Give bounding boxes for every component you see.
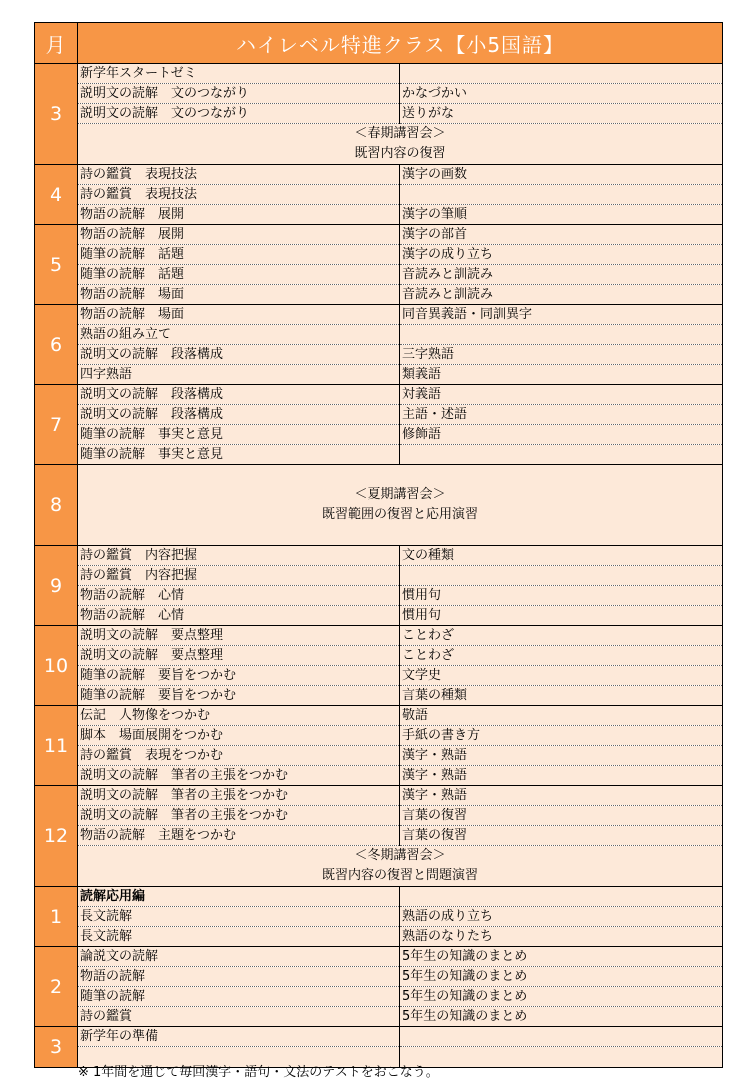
reading-topic: 伝記 人物像をつかむ <box>78 706 400 726</box>
language-topic: 5年生の知識のまとめ <box>400 1007 723 1027</box>
event-title: ＜春期講習会＞ <box>354 126 446 141</box>
table-row <box>35 907 723 927</box>
language-topic: 漢字・熟語 <box>400 786 723 806</box>
language-topic <box>400 1047 723 1068</box>
reading-topic: 新学年スタートゼミ <box>78 64 400 84</box>
language-topic: 漢字・熟語 <box>400 746 723 766</box>
table-row <box>35 205 723 225</box>
footnote: ※ 1年間を通じて毎回漢字・語句・文法のテストをおこなう。 <box>78 1065 439 1080</box>
event-description: 既習内容の復習と問題演習 <box>321 868 478 883</box>
language-topic: 音読みと訓読み <box>400 265 723 285</box>
reading-topic: 詩の鑑賞 表現をつかむ <box>78 746 400 766</box>
language-topic: 5年生の知識のまとめ <box>400 987 723 1007</box>
table-row <box>35 425 723 445</box>
reading-topic: 脚本 場面展開をつかむ <box>78 726 400 746</box>
reading-topic: 説明文の読解 段落構成 <box>78 405 400 425</box>
reading-topic: 随筆の読解 事実と意見 <box>78 425 400 445</box>
language-topic: 主語・述語 <box>400 405 723 425</box>
table-row <box>35 746 723 766</box>
table-row <box>35 626 723 646</box>
event-title: ＜夏期講習会＞ <box>354 487 446 502</box>
reading-topic: 説明文の読解 段落構成 <box>78 345 400 365</box>
reading-topic: 説明文の読解 文のつながり <box>78 84 400 104</box>
month-cell: 8 <box>35 465 78 546</box>
table-row <box>35 185 723 205</box>
table-row <box>35 305 723 325</box>
reading-topic: 物語の読解 心情 <box>78 586 400 606</box>
table-row <box>35 385 723 405</box>
language-topic: 慣用句 <box>400 606 723 626</box>
language-topic: 慣用句 <box>400 586 723 606</box>
table-row <box>35 325 723 345</box>
language-topic <box>400 445 723 465</box>
reading-topic: 説明文の読解 筆者の主張をつかむ <box>78 806 400 826</box>
table-row <box>35 165 723 185</box>
language-topic: 5年生の知識のまとめ <box>400 967 723 987</box>
reading-topic: 随筆の読解 話題 <box>78 265 400 285</box>
table-row <box>35 84 723 104</box>
reading-topic: 随筆の読解 話題 <box>78 245 400 265</box>
event-row <box>35 846 723 887</box>
event-title: ＜冬期講習会＞ <box>354 848 446 863</box>
table-row <box>35 445 723 465</box>
language-topic: かなづかい <box>400 84 723 104</box>
reading-topic: 詩の鑑賞 表現技法 <box>78 185 400 205</box>
reading-topic: 読解応用編 <box>78 887 400 907</box>
reading-topic: 物語の読解 主題をつかむ <box>78 826 400 846</box>
table-row <box>35 285 723 305</box>
month-header: 月 <box>35 23 78 64</box>
month-cell: 6 <box>35 305 78 385</box>
table-row <box>35 806 723 826</box>
language-topic: ことわざ <box>400 626 723 646</box>
table-row <box>35 104 723 124</box>
reading-topic: 詩の鑑賞 <box>78 1007 400 1027</box>
table-row <box>35 826 723 846</box>
table-row <box>35 64 723 84</box>
table-row <box>35 726 723 746</box>
table-row <box>35 606 723 626</box>
language-topic: 漢字の筆順 <box>400 205 723 225</box>
month-cell: 11 <box>35 706 78 786</box>
month-cell: 5 <box>35 225 78 305</box>
language-topic: 送りがな <box>400 104 723 124</box>
month-cell: 10 <box>35 626 78 706</box>
event-description: 既習内容の復習 <box>354 146 446 161</box>
reading-topic: 新学年の準備 <box>78 1027 400 1047</box>
table-row <box>35 1027 723 1047</box>
language-topic <box>400 1027 723 1047</box>
language-topic: 漢字の画数 <box>400 165 723 185</box>
language-topic: 言葉の復習 <box>400 826 723 846</box>
reading-topic: 説明文の読解 要点整理 <box>78 646 400 666</box>
session-event <box>78 846 723 887</box>
language-topic: 熟語のなりたち <box>400 927 723 947</box>
reading-topic: 長文読解 <box>78 927 400 947</box>
language-topic <box>400 64 723 84</box>
reading-topic: 熟語の組み立て <box>78 325 400 345</box>
reading-topic: 論説文の読解 <box>78 947 400 967</box>
month-cell: 2 <box>35 947 78 1027</box>
reading-topic: 物語の読解 展開 <box>78 225 400 245</box>
language-topic: 修飾語 <box>400 425 723 445</box>
reading-topic: 随筆の読解 <box>78 987 400 1007</box>
event-row <box>35 124 723 165</box>
reading-topic: 説明文の読解 筆者の主張をつかむ <box>78 766 400 786</box>
reading-topic: 詩の鑑賞 表現技法 <box>78 165 400 185</box>
language-topic: 三字熟語 <box>400 345 723 365</box>
reading-topic: 物語の読解 展開 <box>78 205 400 225</box>
event-description: 既習範囲の復習と応用演習 <box>321 507 478 522</box>
language-topic: 言葉の復習 <box>400 806 723 826</box>
month-cell: 3 <box>35 1027 78 1068</box>
table-row <box>35 646 723 666</box>
language-topic <box>400 887 723 907</box>
table-row <box>35 666 723 686</box>
table-row <box>35 967 723 987</box>
reading-topic: 物語の読解 場面 <box>78 305 400 325</box>
reading-topic: 随筆の読解 事実と意見 <box>78 445 400 465</box>
reading-topic: 長文読解 <box>78 907 400 927</box>
language-topic: 熟語の成り立ち <box>400 907 723 927</box>
curriculum-table <box>34 22 723 1068</box>
table-row <box>35 786 723 806</box>
table-row <box>35 405 723 425</box>
reading-topic: 随筆の読解 要旨をつかむ <box>78 686 400 706</box>
event-row <box>35 465 723 546</box>
language-topic: 同音異義語・同訓異字 <box>400 305 723 325</box>
reading-topic: 詩の鑑賞 内容把握 <box>78 546 400 566</box>
table-row <box>35 947 723 967</box>
month-cell: 4 <box>35 165 78 225</box>
language-topic: 敬語 <box>400 706 723 726</box>
table-row <box>35 927 723 947</box>
month-cell: 9 <box>35 546 78 626</box>
language-topic: 対義語 <box>400 385 723 405</box>
language-topic: 漢字・熟語 <box>400 766 723 786</box>
reading-topic: 四字熟語 <box>78 365 400 385</box>
language-topic: 類義語 <box>400 365 723 385</box>
curriculum-body <box>35 64 723 1068</box>
language-topic: 漢字の成り立ち <box>400 245 723 265</box>
reading-topic: 物語の読解 <box>78 967 400 987</box>
table-row <box>35 686 723 706</box>
table-row <box>35 887 723 907</box>
reading-topic: 随筆の読解 要旨をつかむ <box>78 666 400 686</box>
reading-topic: 説明文の読解 段落構成 <box>78 385 400 405</box>
month-cell: 12 <box>35 786 78 887</box>
table-row <box>35 586 723 606</box>
language-topic: 音読みと訓読み <box>400 285 723 305</box>
table-row <box>35 706 723 726</box>
reading-topic: 物語の読解 場面 <box>78 285 400 305</box>
month-cell: 1 <box>35 887 78 947</box>
table-title: ハイレベル特進クラス【小5国語】 <box>78 23 723 64</box>
table-row <box>35 265 723 285</box>
reading-topic: 説明文の読解 文のつながり <box>78 104 400 124</box>
language-topic: 言葉の種類 <box>400 686 723 706</box>
language-topic: 漢字の部首 <box>400 225 723 245</box>
language-topic: ことわざ <box>400 646 723 666</box>
month-cell: 3 <box>35 64 78 165</box>
language-topic: 文の種類 <box>400 546 723 566</box>
reading-topic: 説明文の読解 要点整理 <box>78 626 400 646</box>
table-row <box>35 987 723 1007</box>
table-row <box>35 1007 723 1027</box>
table-row <box>35 365 723 385</box>
table-row <box>35 766 723 786</box>
table-row <box>35 546 723 566</box>
curriculum-table-wrapper <box>34 22 722 1068</box>
language-topic: 文学史 <box>400 666 723 686</box>
reading-topic: 物語の読解 心情 <box>78 606 400 626</box>
language-topic <box>400 566 723 586</box>
reading-topic: 詩の鑑賞 内容把握 <box>78 566 400 586</box>
language-topic: 5年生の知識のまとめ <box>400 947 723 967</box>
reading-topic: 説明文の読解 筆者の主張をつかむ <box>78 786 400 806</box>
table-row <box>35 345 723 365</box>
language-topic <box>400 325 723 345</box>
language-topic: 手紙の書き方 <box>400 726 723 746</box>
header-row <box>35 23 723 64</box>
month-cell: 7 <box>35 385 78 465</box>
session-event <box>78 465 723 546</box>
language-topic <box>400 185 723 205</box>
table-row <box>35 225 723 245</box>
table-row <box>35 566 723 586</box>
table-row <box>35 245 723 265</box>
session-event <box>78 124 723 165</box>
